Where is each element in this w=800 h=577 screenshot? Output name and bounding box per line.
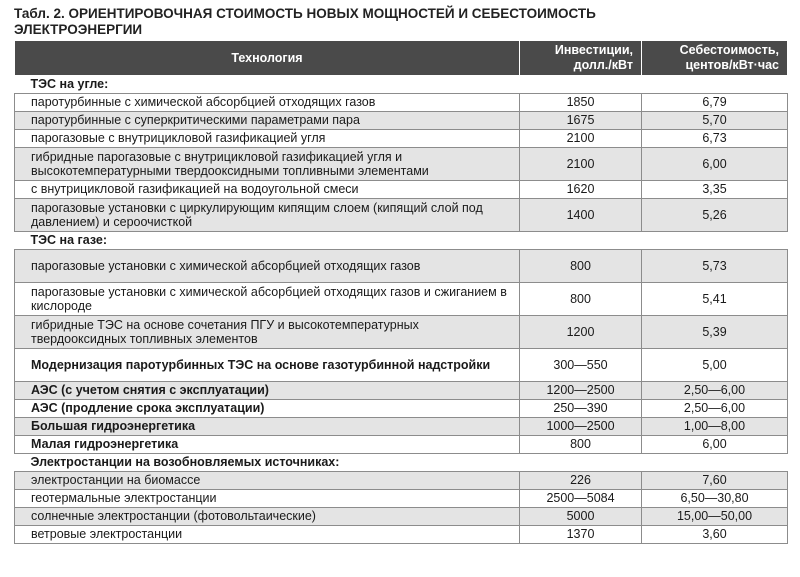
table-row [15,490,788,508]
table-row [15,199,788,232]
table-row [15,436,788,454]
header-cost-line-1: Себестоимость, [679,43,779,57]
technology-cell: Малая гидроэнергетика [15,436,520,454]
technology-cell: электростанции на биомассе [15,472,520,490]
header-cost [642,41,788,76]
investment-cell: 800 [520,283,642,316]
technology-cell: Модернизация паротурбинных ТЭС на основе газотурбинной надстройки [15,349,520,382]
cost-cell: 5,00 [642,349,788,382]
table-row [15,94,788,112]
technology-cell: ветровые электростанции [15,526,520,544]
investment-cell: 1620 [520,181,642,199]
header-technology: Технология [15,41,520,76]
investment-cell: 300—550 [520,349,642,382]
table-row [15,526,788,544]
table-row [15,508,788,526]
investment-cell: 800 [520,436,642,454]
cost-table [14,40,788,544]
table-row [15,418,788,436]
technology-cell: парогазовые установки с химической абсорбцией отходящих газов и сжиганием в кислороде [15,283,520,316]
cost-cell: 15,00—50,00 [642,508,788,526]
table-row [15,472,788,490]
cost-cell: 3,35 [642,181,788,199]
table-row [15,382,788,400]
cost-cell: 5,70 [642,112,788,130]
technology-cell: парогазовые установки с циркулирующим кипящим слоем (кипящий слой под давлением) и сероочисткой [15,199,520,232]
investment-cell: 1000—2500 [520,418,642,436]
cost-cell: 5,73 [642,250,788,283]
investment-cell: 1675 [520,112,642,130]
cost-cell: 3,60 [642,526,788,544]
cost-cell: 5,39 [642,316,788,349]
header-investments [520,41,642,76]
header-investments-line-2: долл./кВт [573,58,633,72]
technology-cell: Большая гидроэнергетика [15,418,520,436]
header-cost-line-2: центов/кВт·час [685,58,779,72]
investment-cell: 5000 [520,508,642,526]
technology-cell: солнечные электростанции (фотовольтаические) [15,508,520,526]
table-row [15,400,788,418]
technology-cell: АЭС (с учетом снятия с эксплуатации) [15,382,520,400]
cost-cell: 7,60 [642,472,788,490]
table-row [15,349,788,382]
investment-cell: 2100 [520,148,642,181]
section-label: Электростанции на возобновляемых источниках: [15,454,788,472]
investment-cell: 250—390 [520,400,642,418]
table-title-line-1: Табл. 2. ОРИЕНТИРОВОЧНАЯ СТОИМОСТЬ НОВЫХ МОЩНОСТЕЙ И СЕБЕСТОИМОСТЬ [14,6,596,21]
table-title [14,6,714,38]
investment-cell: 1200 [520,316,642,349]
cost-cell: 5,26 [642,199,788,232]
section-row [15,454,788,472]
technology-cell: парогазовые установки с химической абсорбцией отходящих газов [15,250,520,283]
technology-cell: с внутрицикловой газификацией на водоугольной смеси [15,181,520,199]
table-row [15,283,788,316]
section-row [15,232,788,250]
investment-cell: 1400 [520,199,642,232]
technology-cell: паротурбинные с суперкритическими параметрами пара [15,112,520,130]
table-body [15,76,788,544]
table-row [15,250,788,283]
technology-cell: парогазовые с внутрицикловой газификацией угля [15,130,520,148]
technology-cell: гибридные парогазовые с внутрицикловой газификацией угля и высокотемпературными твердооксидными топливными элементами [15,148,520,181]
cost-cell: 6,73 [642,130,788,148]
cost-cell: 6,00 [642,148,788,181]
cost-cell: 6,50—30,80 [642,490,788,508]
investment-cell: 1200—2500 [520,382,642,400]
technology-cell: АЭС (продление срока эксплуатации) [15,400,520,418]
header-investments-line-1: Инвестиции, [554,43,633,57]
table-row [15,112,788,130]
investment-cell: 1850 [520,94,642,112]
table-row [15,181,788,199]
table-row [15,130,788,148]
cost-cell: 6,79 [642,94,788,112]
section-label: ТЭС на газе: [15,232,788,250]
investment-cell: 2500—5084 [520,490,642,508]
section-label: ТЭС на угле: [15,76,788,94]
cost-cell: 2,50—6,00 [642,382,788,400]
investment-cell: 800 [520,250,642,283]
cost-cell: 2,50—6,00 [642,400,788,418]
investment-cell: 226 [520,472,642,490]
table-row [15,148,788,181]
cost-cell: 1,00—8,00 [642,418,788,436]
technology-cell: гибридные ТЭС на основе сочетания ПГУ и высокотемпературных твердооксидных топливных элементов [15,316,520,349]
investment-cell: 2100 [520,130,642,148]
cost-cell: 6,00 [642,436,788,454]
table-title-line-2: ЭЛЕКТРОЭНЕРГИИ [14,22,143,37]
header-row [15,41,788,76]
technology-cell: паротурбинные с химической абсорбцией отходящих газов [15,94,520,112]
cost-cell: 5,41 [642,283,788,316]
technology-cell: геотермальные электростанции [15,490,520,508]
section-row [15,76,788,94]
investment-cell: 1370 [520,526,642,544]
table-row [15,316,788,349]
